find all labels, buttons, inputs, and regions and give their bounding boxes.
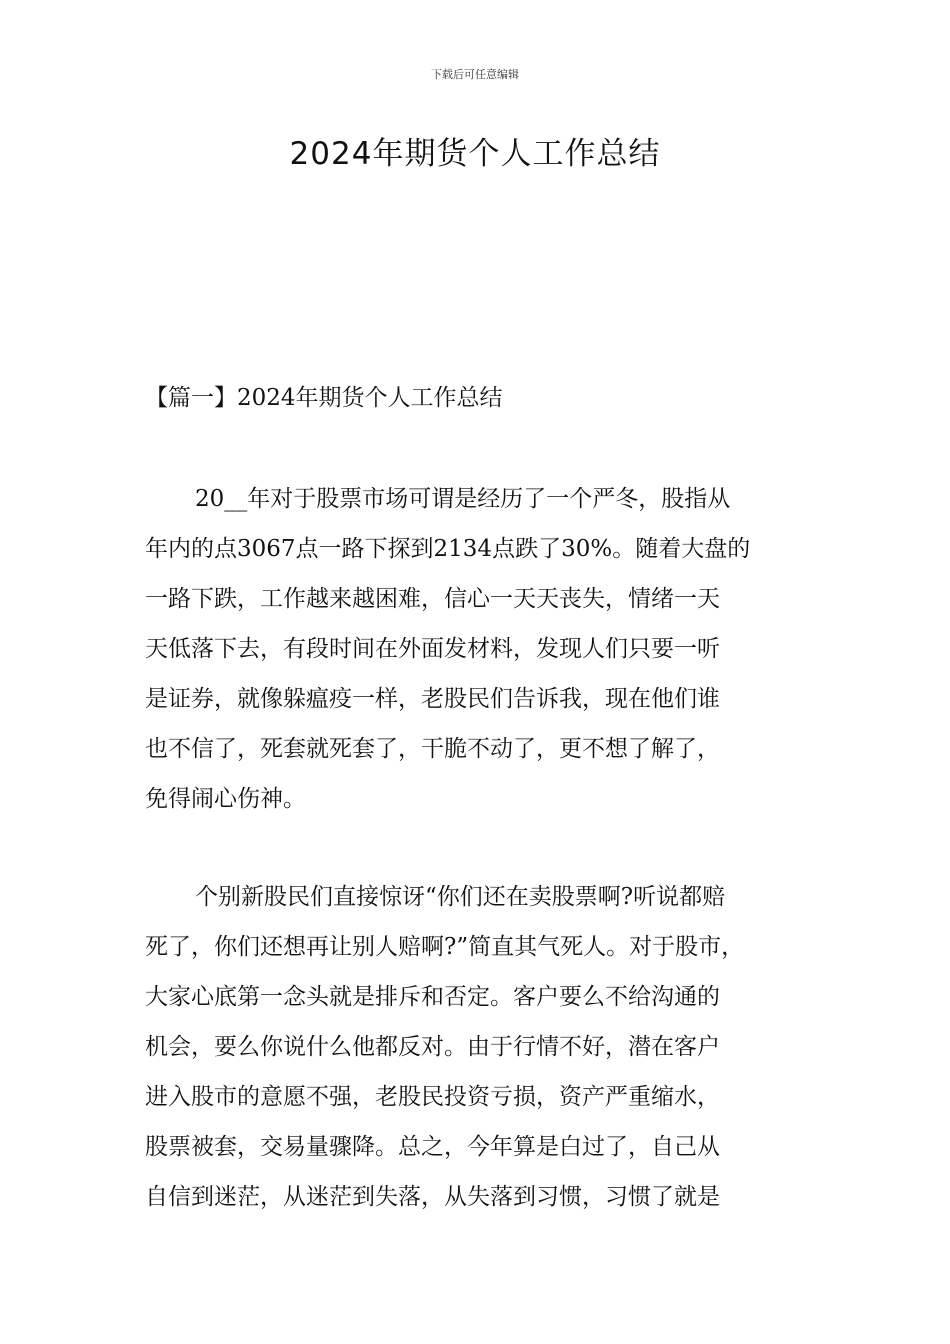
paragraph-line: 是证券，就像躲瘟疫一样，老股民们告诉我，现在他们谁 (145, 686, 720, 712)
document-title: 2024年期货个人工作总结 (289, 136, 661, 172)
paragraph-line: 免得闹心伤神。 (145, 786, 306, 812)
paragraph-line: 年内的点3067点一路下探到2134点跌了30%。随着大盘的 (145, 536, 751, 562)
header-note: 下载后可任意编辑 (431, 68, 519, 81)
paragraph-line: 自信到迷茫，从迷茫到失落，从失落到习惯，习惯了就是 (145, 1184, 720, 1210)
paragraph-line: 个别新股民们直接惊讶“你们还在卖股票啊?听说都赔 (195, 884, 726, 910)
paragraph-line: 死了，你们还想再让别人赔啊?”简直其气死人。对于股市， (145, 934, 745, 960)
paragraph-line: 天低落下去，有段时间在外面发材料，发现人们只要一听 (145, 636, 720, 662)
paragraph-1 (145, 474, 825, 824)
paragraph-2 (145, 872, 825, 1222)
paragraph-line: 20__年对于股票市场可谓是经历了一个严冬，股指从 (195, 486, 731, 512)
paragraph-line: 进入股市的意愿不强，老股民投资亏损，资产严重缩水， (145, 1084, 720, 1110)
paragraph-line: 也不信了，死套就死套了，干脆不动了，更不想了解了， (145, 736, 720, 762)
paragraph-line: 一路下跌，工作越来越困难，信心一天天丧失，情绪一天 (145, 586, 720, 612)
section-heading: 【篇一】2024年期货个人工作总结 (145, 385, 503, 411)
paragraph-line: 大家心底第一念头就是排斥和否定。客户要么不给沟通的 (145, 984, 720, 1010)
paragraph-line: 机会，要么你说什么他都反对。由于行情不好，潜在客户 (145, 1034, 720, 1060)
paragraph-line: 股票被套，交易量骤降。总之，今年算是白过了，自己从 (145, 1134, 720, 1160)
